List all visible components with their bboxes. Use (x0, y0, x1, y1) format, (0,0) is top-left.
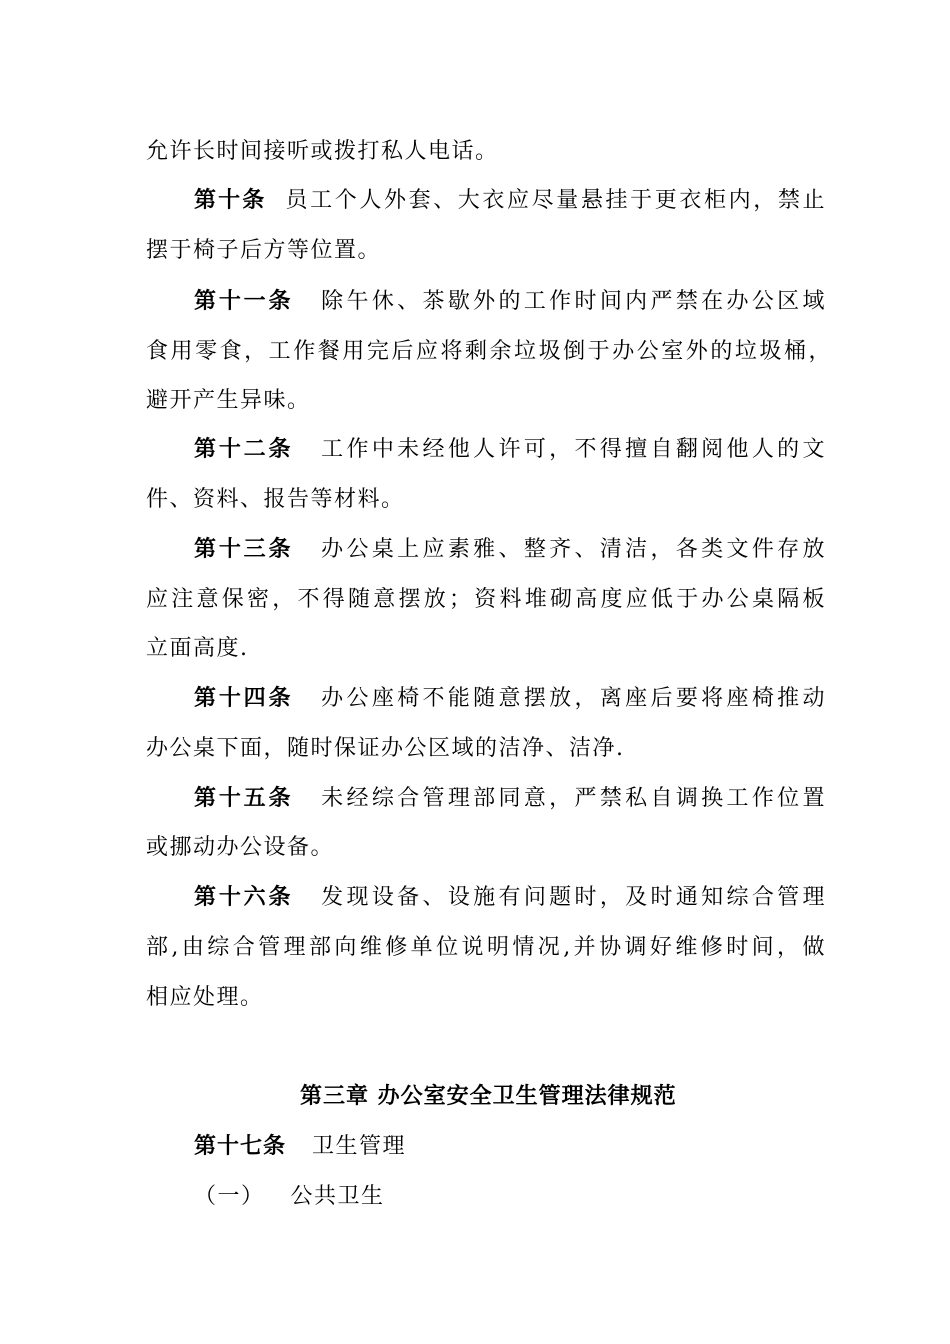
article-11-line-3: 避开产生异味。 (146, 388, 311, 413)
article-16-line-1 (194, 883, 826, 913)
article-14-line-1 (194, 684, 826, 714)
article-11-text-1: 除午休、茶歇外的工作时间内严禁在办公区域 (319, 289, 826, 314)
chapter-heading: 第三章 办公室安全卫生管理法律规范 (300, 1084, 677, 1109)
subsection-number: （一） (194, 1184, 265, 1209)
article-17-text: 卫生管理 (312, 1134, 407, 1159)
article-14-text-1: 办公座椅不能随意摆放，离座后要将座椅推动 (319, 686, 826, 711)
article-16-line-3: 相应处理。 (146, 985, 264, 1010)
article-17-label: 第十七条 (194, 1134, 287, 1159)
article-14-label: 第十四条 (194, 686, 294, 711)
article-13-line-1 (194, 535, 826, 565)
article-11-line-2: 食用零食，工作餐用完后应将剩余垃圾倒于办公室外的垃圾桶， (146, 339, 832, 364)
article-12-line-1 (194, 435, 826, 465)
article-10-label: 第十条 (194, 188, 267, 213)
article-15-text-1: 未经综合管理部同意，严禁私自调换工作位置 (319, 786, 826, 811)
article-15-line-2: 或挪动办公设备。 (146, 835, 335, 860)
article-16-text-1: 发现设备、设施有问题时，及时通知综合管理 (319, 885, 826, 910)
article-11-line-1 (194, 287, 826, 317)
article-16-label: 第十六条 (194, 885, 294, 910)
article-12-text-1: 工作中未经他人许可，不得擅自翻阅他人的文 (319, 437, 826, 462)
article-17-line (194, 1132, 826, 1162)
article-14-line-2: 办公桌下面，随时保证办公区域的洁净、洁净. (146, 736, 625, 761)
article-10-text-1: 员工个人外套、大衣应尽量悬挂于更衣柜内，禁止 (284, 188, 826, 213)
article-13-line-3: 立面高度. (146, 636, 249, 661)
continuation-line: 允许长时间接听或拨打私人电话。 (146, 139, 499, 164)
article-16-line-2: 部,由综合管理部向维修单位说明情况,并协调好维修时间，做 (146, 935, 826, 960)
article-13-line-2: 应注意保密，不得随意摆放；资料堆砌高度应低于办公桌隔板 (146, 587, 826, 612)
article-12-line-2: 件、资料、报告等材料。 (146, 487, 405, 512)
subsection-line (194, 1182, 826, 1212)
article-10-line-2: 摆于椅子后方等位置。 (146, 238, 382, 263)
article-13-label: 第十三条 (194, 537, 294, 562)
article-15-label: 第十五条 (194, 786, 294, 811)
article-12-label: 第十二条 (194, 437, 294, 462)
article-11-label: 第十一条 (194, 289, 294, 314)
article-10-line-1 (194, 186, 826, 216)
subsection-title: 公共卫生 (290, 1184, 385, 1209)
article-15-line-1 (194, 784, 826, 814)
article-13-text-1: 办公桌上应素雅、整齐、清洁，各类文件存放 (319, 537, 826, 562)
